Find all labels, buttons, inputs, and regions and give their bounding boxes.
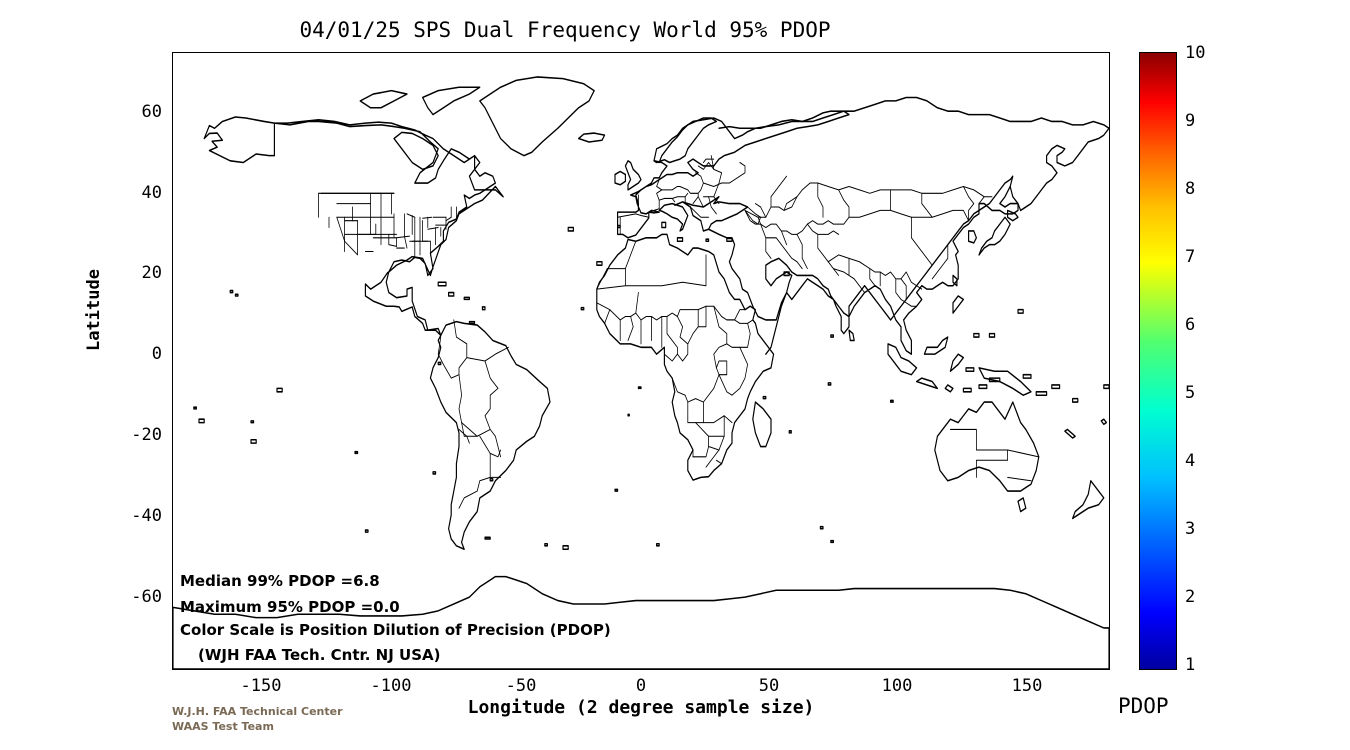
asia-borders (745, 176, 992, 306)
y-tick-label: 20 (141, 263, 162, 283)
australia-border-qld-nsw (1008, 450, 1039, 457)
colorbar-title: PDOP (1118, 694, 1169, 718)
colorbar-tick-label: 5 (1185, 383, 1196, 403)
x-tick-label: 0 (635, 676, 647, 696)
coastline-fiji (1101, 419, 1106, 424)
colorbar-tick-label: 8 (1185, 179, 1196, 199)
coastline-tasmania (1018, 498, 1026, 512)
coastline-siberia-north (719, 97, 1109, 128)
coastline-ireland (615, 171, 625, 184)
y-tick-label: -60 (131, 587, 162, 607)
coastline-korea (969, 231, 977, 243)
coastline-madagascar (753, 402, 771, 446)
coastline-balkans (675, 197, 748, 231)
coastline-new-caledonia (1065, 429, 1075, 438)
y-tick-label: 0 (151, 344, 162, 364)
australia-state-borders (950, 429, 1007, 477)
x-tick-label: 50 (758, 676, 780, 696)
coastline-canadian-arctic (423, 87, 480, 114)
credit-line-1: W.J.H. FAA Technical Center (172, 705, 343, 718)
coastline-south-east-asia (849, 176, 1018, 354)
x-tick-label: -100 (370, 676, 412, 696)
x-tick-label: -150 (240, 676, 282, 696)
y-tick-label: 60 (141, 102, 162, 122)
coastline-australia (935, 402, 1039, 491)
small-islands (194, 222, 1109, 549)
color-scale-icon (1139, 52, 1177, 670)
colorbar-tick-label: 4 (1185, 451, 1196, 471)
x-tick-label: -50 (505, 676, 537, 696)
colorbar-tick-label: 3 (1185, 519, 1196, 539)
y-axis-label: Latitude (84, 269, 104, 351)
coastline-scandinavia (654, 118, 716, 162)
south-america-borders (438, 320, 508, 508)
y-tick-label: -20 (131, 425, 162, 445)
coastline-north-america (274, 120, 503, 336)
x-tick-label: 150 (1011, 676, 1043, 696)
chart-title: 04/01/25 SPS Dual Frequency World 95% PDOP (299, 18, 831, 42)
colorbar-tick-label: 10 (1185, 43, 1206, 63)
y-tick-label: -40 (131, 506, 162, 526)
coastline-arctic-islands (360, 91, 407, 108)
coastline-sumatra (888, 344, 917, 375)
coastline-europe (618, 111, 849, 238)
colorbar-tick-label: 2 (1185, 587, 1196, 607)
coastline-new-zealand (1073, 481, 1104, 519)
annotation-color-scale: Color Scale is Position Dilution of Precision (PDOP) (180, 621, 611, 639)
coastline-south-america (430, 322, 550, 550)
coastline-borneo (924, 337, 947, 354)
coastline-alaska (204, 117, 274, 163)
europe-borders (618, 156, 761, 235)
coastline-sulawesi (950, 354, 963, 371)
coastline-iceland (579, 133, 605, 142)
colorbar-tick-label: 7 (1185, 247, 1196, 267)
coastline-greenland (480, 77, 594, 156)
africa-borders (597, 241, 753, 467)
coastline-sri-lanka (849, 330, 854, 340)
coastline-japan (979, 217, 1010, 255)
annotation-maximum-pdop: Maximum 95% PDOP =0.0 (180, 598, 400, 616)
australia-border-nsw-vic (1008, 477, 1031, 480)
colorbar[interactable] (1139, 43, 1206, 675)
x-tick-label: 100 (881, 676, 913, 696)
colorbar-tick-label: 9 (1185, 111, 1196, 131)
coastline-java (917, 378, 938, 388)
x-axis-label: Longitude (2 degree sample size) (467, 697, 815, 718)
annotation-median-pdop: Median 99% PDOP =6.8 (180, 572, 380, 590)
annotation-source: (WJH FAA Tech. Cntr. NJ USA) (198, 646, 441, 664)
coastline-new-guinea (979, 368, 1031, 395)
y-tick-label: 40 (141, 183, 162, 203)
coastline-philippines (953, 296, 963, 313)
coastline-russia-far-east (1010, 128, 1109, 210)
coastline-great-britain (625, 161, 641, 190)
colorbar-tick-label: 6 (1185, 315, 1196, 335)
colorbar-tick-label: 1 (1185, 655, 1196, 675)
credit-line-2: WAAS Test Team (172, 720, 274, 733)
